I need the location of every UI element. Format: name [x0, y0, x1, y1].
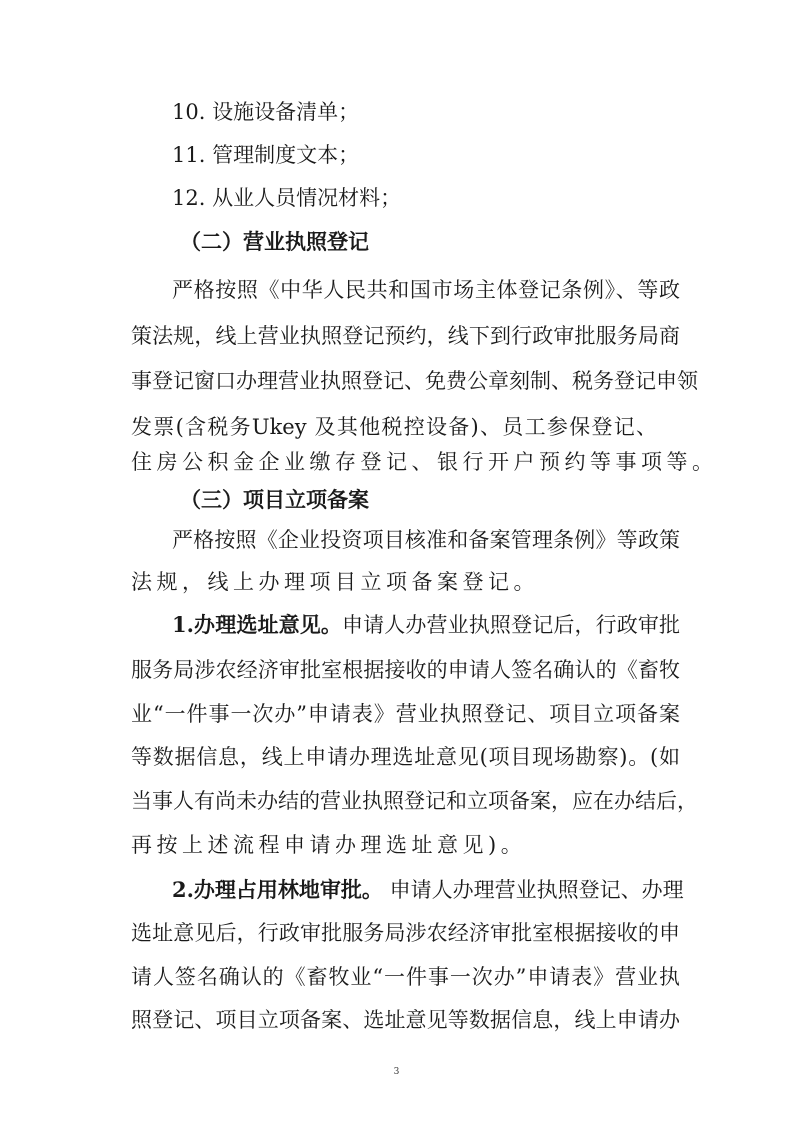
paragraph-line [131, 919, 680, 947]
line-text: 10. 设施设备清单； [172, 100, 360, 124]
line-text: 请人签名确认的《畜牧业“一件事一次办”申请表》营业执 [131, 965, 680, 989]
line-text: 12. 从业人员情况材料； [172, 186, 402, 210]
paragraph-line [131, 656, 680, 684]
list-item [172, 184, 680, 212]
paragraph-line [172, 876, 684, 904]
line-text: 严格按照《中华人民共和国市场主体登记条例》、等政 [172, 278, 680, 302]
line-text: 等数据信息，线上申请办理选址意见(项目现场勘察)。(如 [131, 745, 680, 769]
line-text: 事登记窗口办理营业执照登记、免费公章刻制、税务登记申领 [131, 369, 698, 393]
paragraph-line [131, 1006, 680, 1034]
paragraph-line [131, 448, 718, 476]
paragraph-line [131, 322, 680, 350]
line-text: 服务局涉农经济审批室根据接收的申请人签名确认的《畜牧 [131, 658, 680, 682]
list-item [172, 98, 680, 126]
list-item [172, 141, 680, 169]
line-text: 照登记、项目立项备案、选址意见等数据信息，线上申请办 [131, 1008, 680, 1032]
section-heading [180, 486, 688, 514]
heading-text: （二）营业执照登记 [180, 229, 369, 254]
line-text: 住房公积金企业缴存登记、银行开户预约等事项等。 [131, 450, 718, 474]
line-text: 法规，线上办理项目立项备案登记。 [131, 570, 539, 594]
paragraph-line [172, 526, 680, 554]
heading-text: （三）项目立项备案 [180, 487, 369, 512]
line-text: 再按上述流程申请办理选址意见)。 [131, 833, 527, 857]
paragraph-line [131, 743, 680, 771]
section-heading [180, 228, 688, 256]
page-number: 3 [393, 1067, 400, 1077]
paragraph-line [131, 963, 680, 991]
paragraph-line [172, 611, 680, 639]
line-text: 11. 管理制度文本； [172, 143, 360, 167]
item-heading: 2.办理占用林地审批。 [172, 877, 383, 902]
line-text: 当事人有尚未办结的营业执照登记和立项备案，应在办结后， [131, 789, 698, 813]
paragraph-line [172, 276, 680, 304]
paragraph-line [131, 568, 680, 596]
line-text: 申请人办营业执照登记后，行政审批 [342, 613, 680, 637]
item-heading: 1.办理选址意见。 [172, 612, 342, 637]
paragraph-line [131, 413, 657, 441]
line-text: 策法规，线上营业执照登记预约，线下到行政审批服务局商 [131, 324, 680, 348]
line-text: 申请人办理营业执照登记、办理 [382, 878, 684, 902]
paragraph-line [131, 787, 698, 815]
line-text: 选址意见后，行政审批服务局涉农经济审批室根据接收的申 [131, 921, 680, 945]
line-text: 业“一件事一次办”申请表》营业执照登记、项目立项备案 [131, 702, 680, 726]
paragraph-line [131, 367, 698, 395]
line-text: 发票(含税务Ukey 及其他税控设备)、员工参保登记、 [131, 415, 657, 439]
line-text: 严格按照《企业投资项目核准和备案管理条例》等政策 [172, 528, 680, 552]
paragraph-line [131, 831, 680, 859]
paragraph-line [131, 700, 680, 728]
